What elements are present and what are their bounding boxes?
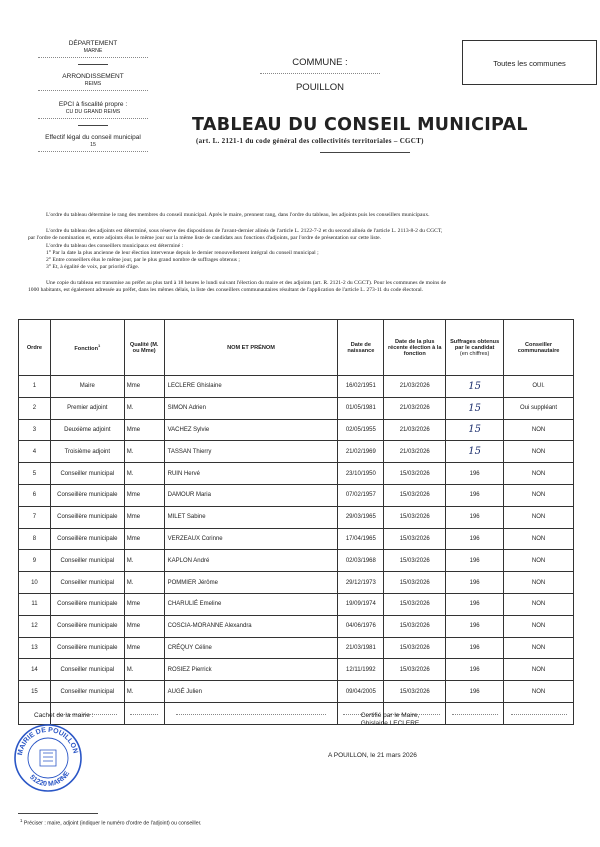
table-row [19, 572, 574, 594]
election-cell: 15/03/2026 [384, 615, 446, 637]
election-cell: 15/03/2026 [384, 528, 446, 550]
nom-cell: POMMIER Jérôme [164, 572, 338, 594]
signataire-name: Ghislaine LECLERE [360, 720, 420, 727]
nom-cell: COSCIA-MORANNE Alexandra [164, 615, 338, 637]
election-cell: 15/03/2026 [384, 550, 446, 572]
footnote-ref: 1 [98, 343, 101, 349]
suffrages-cell: 196 [446, 593, 504, 615]
header-election: Date de la plus récente élection à la fonction [384, 320, 446, 376]
election-cell: 15/03/2026 [384, 484, 446, 506]
election-cell: 21/03/2026 [384, 376, 446, 398]
suffrages-cell: 196 [446, 615, 504, 637]
communautaire-cell: Oui suppléant [504, 397, 574, 419]
intro-paragraph-2a: L'ordre du tableau des adjoints est déterminé, sous réserve des dispositions de l'avant-dernier alinéa de l'article L. 2122-7-2 et du second alinéa de l'article L. 2113-8-2 du CGCT, [46, 228, 443, 234]
suffrages-cell: 15 [446, 441, 504, 463]
divider [320, 152, 410, 153]
dotted-line [38, 117, 148, 119]
table-row [19, 397, 574, 419]
fonction-cell: Conseillère municipale [50, 506, 124, 528]
qualite-cell: Mme [124, 615, 164, 637]
page-title: TABLEAU DU CONSEIL MUNICIPAL [192, 115, 528, 135]
election-cell: 15/03/2026 [384, 593, 446, 615]
qualite-cell: Mme [124, 484, 164, 506]
ordre-cell: 2 [19, 397, 51, 419]
table-row [19, 615, 574, 637]
table-row [19, 484, 574, 506]
table-cell [446, 702, 504, 724]
fonction-cell: Conseiller municipal [50, 572, 124, 594]
communautaire-cell: NON [504, 484, 574, 506]
ordre-cell: 7 [19, 506, 51, 528]
table-row [19, 528, 574, 550]
header-nom: NOM ET PRÉNOM [164, 320, 338, 376]
qualite-cell: Mme [124, 593, 164, 615]
naissance-cell: 29/03/1965 [338, 506, 384, 528]
communautaire-cell: NON [504, 681, 574, 703]
qualite-cell: Mme [124, 419, 164, 441]
cachet-label: Cachet de la mairie : [34, 712, 94, 719]
fonction-cell: Conseillère municipale [50, 528, 124, 550]
table-row [19, 463, 574, 485]
header-communautaire: Conseiller communautaire [504, 320, 574, 376]
naissance-cell: 02/03/1968 [338, 550, 384, 572]
communautaire-cell: NON [504, 528, 574, 550]
communautaire-cell: OUI. [504, 376, 574, 398]
fonction-cell: Premier adjoint [50, 397, 124, 419]
dotted-line [38, 89, 148, 91]
table-row [19, 441, 574, 463]
table-cell [164, 702, 338, 724]
fonction-cell: Conseiller municipal [50, 681, 124, 703]
table-row [19, 506, 574, 528]
intro-paragraph-3: L'ordre du tableau des conseillers municipaux est déterminé : [46, 243, 184, 249]
ordre-cell: 4 [19, 441, 51, 463]
fonction-cell: Troisième adjoint [50, 441, 124, 463]
ordre-cell: 14 [19, 659, 51, 681]
naissance-cell: 02/05/1955 [338, 419, 384, 441]
mairie-stamp [12, 722, 84, 794]
header-naissance: Date de naissance [338, 320, 384, 376]
nom-cell: VERZEAUX Corinne [164, 528, 338, 550]
election-cell: 21/03/2026 [384, 397, 446, 419]
ordre-cell: 10 [19, 572, 51, 594]
election-cell: 21/03/2026 [384, 419, 446, 441]
fonction-cell: Conseiller municipal [50, 659, 124, 681]
naissance-cell: 12/11/1992 [338, 659, 384, 681]
dotted-line [38, 56, 148, 58]
intro-paragraph-4: 1° Par la date la plus ancienne de leur élection intervenue depuis le dernier renouvellement intégral du conseil municipal ; [46, 250, 319, 256]
qualite-cell: M. [124, 572, 164, 594]
naissance-cell: 21/03/1981 [338, 637, 384, 659]
table-row [19, 376, 574, 398]
qualite-cell: Mme [124, 506, 164, 528]
nom-cell: VACHEZ Sylvie [164, 419, 338, 441]
ordre-cell: 3 [19, 419, 51, 441]
intro-paragraph-7a: Une copie du tableau est transmise au préfet au plus tard à 18 heures le lundi suivant l'élection du maire et des adjoints (art. R. 2121-2 du CGCT). Pour les communes de moins de [46, 280, 446, 286]
effectif-label: Effectif légal du conseil municipal [45, 134, 141, 141]
communautaire-cell: NON [504, 572, 574, 594]
page-subtitle: (art. L. 2121-1 du code général des collectivités territoriales – CGCT) [196, 137, 424, 145]
stamp-text-top: MAIRIE DE POUILLON [17, 726, 79, 757]
table-row-empty [19, 702, 574, 724]
communautaire-cell: NON [504, 506, 574, 528]
table-row [19, 419, 574, 441]
election-cell: 15/03/2026 [384, 681, 446, 703]
nom-cell: CHARULIÉ Emeline [164, 593, 338, 615]
naissance-cell: 01/05/1981 [338, 397, 384, 419]
intro-paragraph-1: L'ordre du tableau détermine le rang des membres du conseil municipal. Après le maire, prennent rang, dans l'ordre du tableau, les adjoints puis les conseillers municipaux. [46, 212, 430, 218]
naissance-cell: 17/04/1965 [338, 528, 384, 550]
communautaire-cell: NON [504, 615, 574, 637]
suffrages-cell: 196 [446, 637, 504, 659]
intro-paragraph-5: 2° Entre conseillers élus le même jour, par le plus grand nombre de suffrages obtenus ; [46, 257, 240, 263]
nom-cell: ROSIEZ Pierrick [164, 659, 338, 681]
suffrages-cell: 196 [446, 659, 504, 681]
dotted-line [260, 72, 380, 74]
fonction-cell: Maire [50, 376, 124, 398]
communes-box: Toutes les communes [462, 40, 597, 85]
election-cell: 21/03/2026 [384, 441, 446, 463]
qualite-cell: M. [124, 441, 164, 463]
fonction-cell: Conseillère municipale [50, 637, 124, 659]
election-cell: 15/03/2026 [384, 463, 446, 485]
footnote-text: Préciser : maire, adjoint (indiquer le numéro d'ordre de l'adjoint) ou conseiller. [23, 820, 202, 827]
communautaire-cell: NON [504, 441, 574, 463]
table-row [19, 681, 574, 703]
ordre-cell: 13 [19, 637, 51, 659]
election-cell: 15/03/2026 [384, 506, 446, 528]
election-cell: 15/03/2026 [384, 659, 446, 681]
certifie-label: Certifié par le Maire, [360, 712, 420, 719]
footnote [20, 818, 420, 827]
qualite-cell: M. [124, 397, 164, 419]
council-table [18, 319, 574, 725]
nom-cell: KAPLON André [164, 550, 338, 572]
header-suffrages: Suffrages obtenus par le candidat (en chiffres) [446, 320, 504, 376]
header-suffrages-sub: (en chiffres) [459, 350, 490, 357]
epci-label: EPCI à fiscalité propre : [58, 101, 128, 108]
nom-cell: SIMON Adrien [164, 397, 338, 419]
naissance-cell: 09/04/2005 [338, 681, 384, 703]
election-cell: 15/03/2026 [384, 572, 446, 594]
communautaire-cell: NON [504, 659, 574, 681]
table-row [19, 659, 574, 681]
arrondissement-label: ARRONDISSEMENT [62, 73, 124, 80]
qualite-cell: M. [124, 659, 164, 681]
footnote-mark: 1 [20, 818, 23, 823]
ordre-cell: 11 [19, 593, 51, 615]
nom-cell: CRÉQUY Céline [164, 637, 338, 659]
naissance-cell: 23/10/1950 [338, 463, 384, 485]
header-ordre: Ordre [19, 320, 51, 376]
naissance-cell: 21/02/1969 [338, 441, 384, 463]
qualite-cell: M. [124, 681, 164, 703]
table-row [19, 637, 574, 659]
departement-label: DÉPARTEMENT [68, 40, 118, 47]
intro-paragraph-7b: 1000 habitants, est également adressée au préfet, dans les mêmes délais, la liste des conseillers communautaires résultant de l'application de l'article L. 273-11 du code électoral. [28, 287, 424, 293]
nom-cell: AUGÉ Julien [164, 681, 338, 703]
communautaire-cell: NON [504, 550, 574, 572]
table-row [19, 550, 574, 572]
table-header-row [19, 320, 574, 376]
naissance-cell: 19/09/1974 [338, 593, 384, 615]
stamp-text-bottom: 51220 MARNE [28, 770, 72, 789]
dotted-line [38, 150, 148, 152]
suffrages-cell: 196 [446, 681, 504, 703]
intro-paragraph-6: 3° Et, à égalité de voix, par priorité d'âge. [46, 264, 140, 270]
communautaire-cell: NON [504, 593, 574, 615]
fonction-cell: Conseillère municipale [50, 593, 124, 615]
nom-cell: TASSAN Thierry [164, 441, 338, 463]
table-cell [504, 702, 574, 724]
ordre-cell: 9 [19, 550, 51, 572]
ordre-cell: 8 [19, 528, 51, 550]
qualite-cell: Mme [124, 528, 164, 550]
election-cell: 15/03/2026 [384, 637, 446, 659]
lieu-date: A POUILLON, le 21 mars 2026 [328, 752, 417, 759]
nom-cell: LECLERE Ghislaine [164, 376, 338, 398]
suffrages-cell: 196 [446, 550, 504, 572]
qualite-cell: M. [124, 550, 164, 572]
header-qualite: Qualité (M. ou Mme) [124, 320, 164, 376]
suffrages-cell: 196 [446, 484, 504, 506]
qualite-cell: Mme [124, 376, 164, 398]
suffrages-cell: 196 [446, 506, 504, 528]
fonction-cell: Conseillère municipale [50, 484, 124, 506]
ordre-cell: 6 [19, 484, 51, 506]
effectif-value: 15 [90, 142, 96, 148]
footnote-divider [18, 813, 98, 814]
qualite-cell: Mme [124, 637, 164, 659]
suffrages-cell: 196 [446, 463, 504, 485]
suffrages-cell: 196 [446, 528, 504, 550]
fonction-cell: Deuxième adjoint [50, 419, 124, 441]
nom-cell: DAMOUR Maria [164, 484, 338, 506]
divider [78, 64, 108, 65]
qualite-cell: M. [124, 463, 164, 485]
intro-paragraph-2b: par l'ordre de nomination et, entre adjoints élus le même jour sur la même liste de candidats aux fonctions d'adjoints, par l'ordre de présentation sur cette liste. [28, 235, 381, 241]
header-left-column [28, 40, 158, 156]
ordre-cell: 12 [19, 615, 51, 637]
ordre-cell: 5 [19, 463, 51, 485]
communautaire-cell: NON [504, 463, 574, 485]
suffrages-cell: 15 [446, 397, 504, 419]
nom-cell: MILET Sabine [164, 506, 338, 528]
commune-label: COMMUNE : [292, 57, 348, 68]
naissance-cell: 29/12/1973 [338, 572, 384, 594]
svg-text:MAIRIE DE POUILLON [17, 727, 79, 756]
suffrages-cell: 15 [446, 419, 504, 441]
ordre-cell: 1 [19, 376, 51, 398]
naissance-cell: 04/06/1976 [338, 615, 384, 637]
suffrages-cell: 196 [446, 572, 504, 594]
naissance-cell: 16/02/1951 [338, 376, 384, 398]
commune-name: POUILLON [295, 82, 345, 93]
fonction-cell: Conseiller municipal [50, 550, 124, 572]
fonction-cell: Conseiller municipal [50, 463, 124, 485]
naissance-cell: 07/02/1957 [338, 484, 384, 506]
ordre-cell: 15 [19, 681, 51, 703]
arrondissement-value: REIMS [84, 81, 102, 87]
header-fonction: Fonction$^1$ [50, 320, 124, 376]
departement-value: MARNE [83, 48, 103, 54]
nom-cell: RUIN Hervé [164, 463, 338, 485]
suffrages-cell: 15 [446, 376, 504, 398]
communautaire-cell: NON [504, 419, 574, 441]
fonction-cell: Conseillère municipale [50, 615, 124, 637]
divider [78, 125, 108, 126]
communautaire-cell: NON [504, 637, 574, 659]
epci-value: CU DU GRAND REIMS [65, 109, 121, 115]
table-row [19, 593, 574, 615]
table-cell [124, 702, 164, 724]
